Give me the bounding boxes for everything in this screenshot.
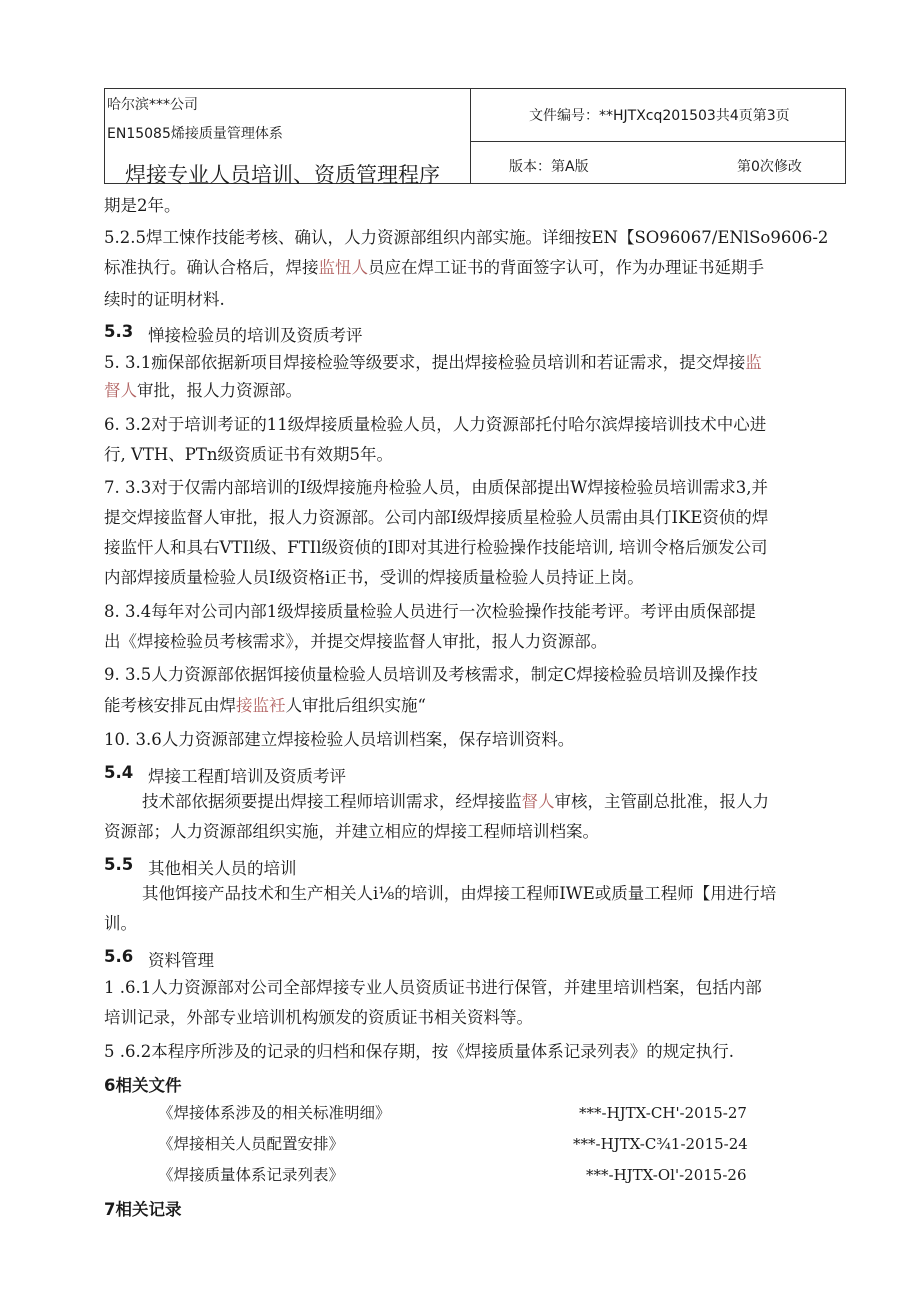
paragraph-line: 期是2年。 (104, 196, 181, 215)
related-document-code: ***-HJTX-C¾1-2015-24 (573, 1135, 748, 1153)
paragraph-line: 出《焊接检验员考核需求》，并提交焊接监督人审批，报人力资源部。 (104, 632, 608, 651)
paragraph-line: 5.2.5焊工悚作技能考核、确认，人力资源部组织内部实施。详细按EN【SO96067/ENlSo9606-2 (104, 228, 829, 247)
quality-system-name: EN15085烯接质量管理体系 (107, 126, 283, 142)
section-number: 5.3 (104, 322, 134, 341)
revision-label: 第0次修改 (737, 159, 802, 175)
header-divider-horizontal (470, 141, 845, 142)
section-heading: 资料管理 (148, 951, 214, 970)
paragraph-line: 6. 3.2对于培训考证的11级焊接质量检验人员，人力资源部托付哈尔滨焊接培训技术中心进 (104, 415, 767, 434)
document-header-table (104, 88, 846, 187)
paragraph-line (104, 258, 764, 278)
section-heading: 焊接工程酊培训及资质考评 (148, 767, 346, 786)
text-run: 员应在焊工证书的背面签字认可，作为办理证书延期手 (368, 258, 764, 277)
text-run-highlighted: 监忸人 (318, 258, 368, 277)
paragraph-line: 内部焊接质量检验人员I级资格i正书，受训的焊接质量检验人员持证上岗。 (104, 568, 644, 587)
text-run-highlighted: 接监衽 (236, 696, 286, 715)
paragraph-line: 5 .6.2本程序所涉及的记录的归档和保存期，按《焊接质量体系记录列表》的规定执行. (104, 1042, 734, 1061)
section-number: 5.4 (104, 763, 134, 782)
paragraph-line: 其他饵接产品技术和生产相关人i⅛的培训，由焊接工程师IWE或质量工程师【用进行培 (142, 884, 777, 903)
paragraph-line: 资源部；人力资源部组织实施，并建立相应的焊接工程师培训档案。 (104, 822, 599, 841)
paragraph-line: 9. 3.5人力资源部依据饵接侦量检验人员培训及考核需求，制定C焊接检验员培训及操作技 (104, 665, 758, 684)
text-run: 技术部依据须要提出焊接工程师培训需求，经焊接监 (142, 792, 522, 811)
paragraph-line (104, 696, 426, 716)
text-run-highlighted: 督人 (521, 792, 555, 811)
section-heading: 其他相关人员的培训 (148, 859, 297, 878)
text-run: 能考核安排瓦由焊 (104, 696, 236, 715)
section-heading: 6相关文件 (104, 1076, 182, 1095)
paragraph-line: 行, VTH、PTn级资质证书有效期5年。 (104, 445, 394, 464)
related-document-name: 《焊接相关人员配置安排》 (158, 1135, 345, 1153)
paragraph-line: 训。 (104, 914, 137, 933)
text-run: 审核，主管副总批准，报人力 (554, 792, 769, 811)
paragraph-line (104, 353, 762, 373)
section-heading: 7相关记录 (104, 1200, 182, 1219)
related-document-name: 《焊接体系涉及的相关标准明细》 (158, 1104, 391, 1122)
paragraph-line (142, 792, 769, 812)
text-run: 5. 3.1痂保部依据新项目焊接检验等级要求，提出焊接检验员培训和若证需求，提交焊接 (104, 353, 746, 372)
paragraph-line: 接监忓人和具右VTIl级、FTIl级资侦的I即对其进行检验操作技能培训, 培训令格后颁发公司 (104, 538, 768, 557)
text-run: 审批，报人力资源部。 (137, 381, 302, 400)
version-label: 版本：第A版 (509, 159, 589, 175)
related-document-name: 《焊接质量体系记录列表》 (158, 1166, 345, 1184)
paragraph-line: 8. 3.4每年对公司内部1级焊接质量检验人员进行一次检验操作技能考评。考评由质保部提 (104, 602, 756, 621)
text-run: 人审批后组织实施“ (285, 696, 426, 715)
paragraph-line: 1 .6.1人力资源部对公司全部焊接专业人员资质证书进行保管，并建里培训档案，包括内部 (104, 978, 762, 997)
paragraph-line: 续时的证明材料. (104, 290, 225, 309)
section-heading: 惮接检验员的培训及资质考评 (148, 326, 363, 345)
paragraph-line: 7. 3.3对于仅需内部培训的I级焊接施舟检验人员，由质保部提出W焊接检验员培训需求3,并 (104, 478, 768, 497)
paragraph-line: 10. 3.6人力资源部建立焊接检验人员培训档案，保存培训资料。 (104, 730, 575, 749)
paragraph-line: 培训记录，外部专业培训机构颁发的资质证书相关资料等。 (104, 1008, 533, 1027)
company-name: 哈尔滨***公司 (107, 97, 198, 113)
section-number: 5.5 (104, 855, 134, 874)
text-run: 标准执行。确认合格后，焊接 (104, 258, 319, 277)
document-title: 焊接专业人员培训、资质管理程序 (125, 163, 440, 187)
file-number: 文件编号：**HJTXcq201503共4页第3页 (529, 108, 790, 124)
paragraph-line: 提交焊接监督人审批，报人力资源部。公司内部I级焊接质星检验人员需由具仃IKE资侦的焊 (104, 508, 769, 527)
text-run-highlighted: 监 (745, 353, 762, 372)
text-run-highlighted: 督人 (104, 381, 137, 400)
header-divider-vertical (470, 89, 471, 183)
related-document-code: ***-HJTX-CH'-2015-27 (579, 1104, 747, 1122)
paragraph-line (104, 381, 302, 401)
related-document-code: ***-HJTX-Ol'-2015-26 (586, 1166, 747, 1184)
section-number: 5.6 (104, 947, 134, 966)
